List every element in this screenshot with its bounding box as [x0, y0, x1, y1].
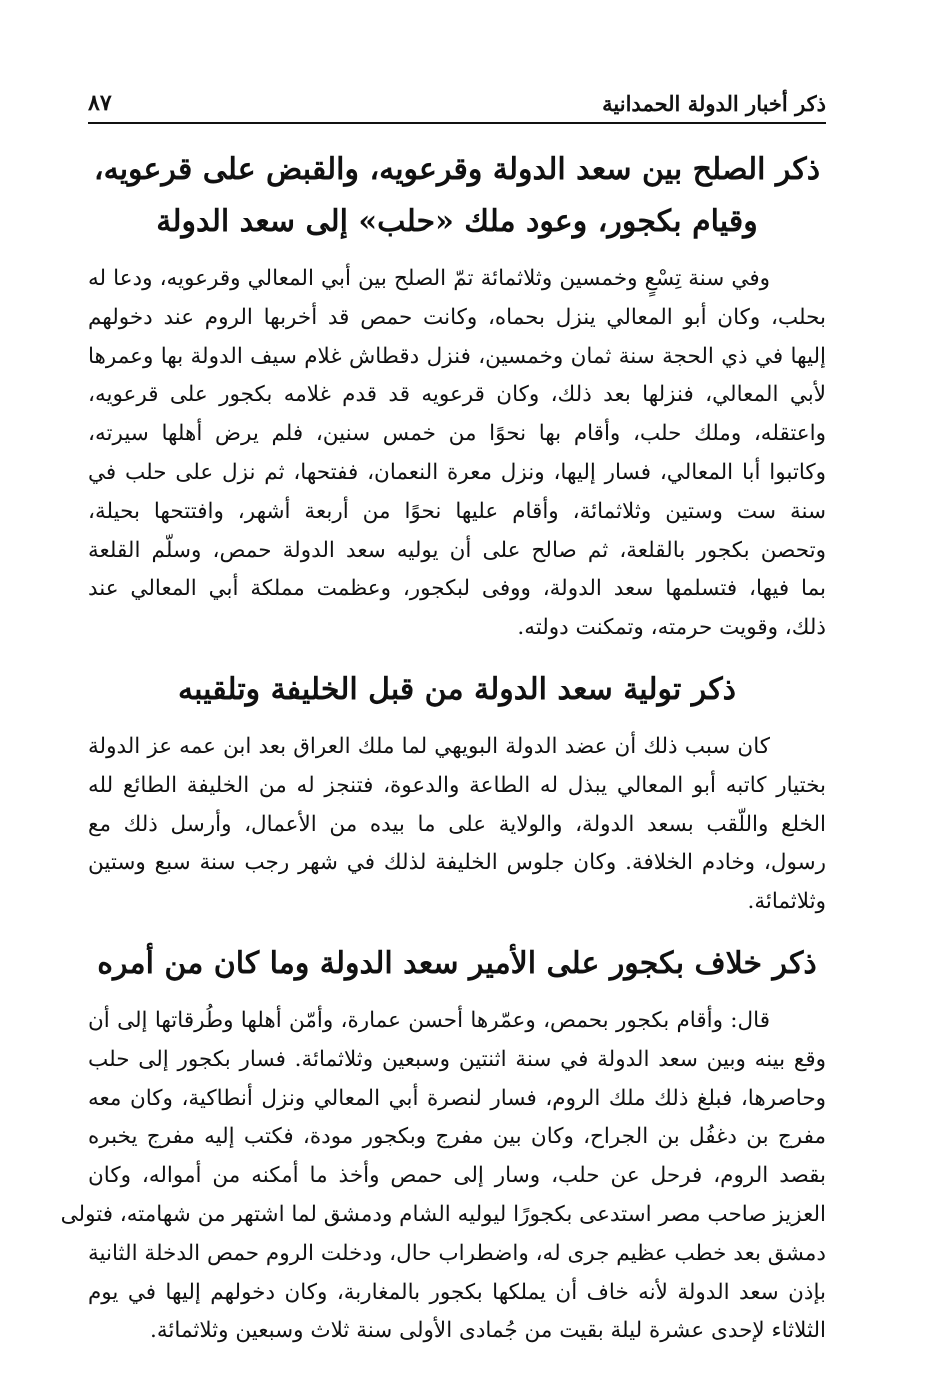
paragraph-line: وقع بينه وبين سعد الدولة في سنة اثنتين وسبعين وثلاثمائة. فسار بكجور إلى حلب [88, 1046, 826, 1072]
section-bakjur-dispute [60, 938, 826, 1351]
section-title [88, 144, 826, 248]
paragraph-line: مفرج بن دغفُل بن الجراح، وكان بين مفرج وبكجور مودة، فكتب إليه مفرج يخبره [88, 1124, 826, 1150]
paragraph-line: الثلاثاء لإحدى عشرة ليلة بقيت من جُمادى الأولى سنة ثلاث وسبعين وثلاثمائة. [150, 1318, 826, 1344]
section-title-line: ذكر تولية سعد الدولة من قبل الخليفة وتلقيبه [178, 671, 736, 707]
paragraph-line: وحاصرها، فبلغ ذلك ملك الروم، فسار لنصرة أبي المعالي ونزل أنطاكية، وكان معه [88, 1085, 826, 1111]
paragraph-line: رسول، وخادم الخلافة. وكان جلوس الخليفة لذلك في شهر رجب سنة سبع وستين [88, 850, 826, 876]
paragraph-line: بما فيها، فتسلمها سعد الدولة، ووفى لبكجور، وعظمت مملكة أبي المعالي عند [88, 576, 826, 602]
section-title-line: ذكر خلاف بكجور على الأمير سعد الدولة وما كان من أمره [97, 945, 817, 981]
paragraph-line: سنة ست وستين وثلاثمائة، وأقام عليها نحوًا من أربعة أشهر، وافتتحها بحيلة، [88, 498, 826, 524]
paragraph-line: وتحصن بكجور بالقلعة، ثم صالح على أن يوليه سعد الدولة حمص، وسلّم القلعة [88, 537, 826, 563]
section-peace-treaty [88, 144, 826, 648]
book-page [60, 78, 826, 1351]
paragraph-line: وكاتبوا أبا المعالي، فسار إليها، ونزل معرة النعمان، ففتحها، ثم نزل على حلب في [88, 459, 826, 485]
paragraph-line: كان سبب ذلك أن عضد الدولة البويهي لما ملك العراق بعد ابن عمه عز الدولة [88, 733, 770, 759]
paragraph-line: لأبي المعالي، فنزلها بعد ذلك، وكان قرعويه قد قدم غلامه بكجور على قرعويه، [88, 382, 826, 408]
paragraph-line: وفي سنة تِسْعٍ وخمسين وثلاثمائة تمّ الصلح بين أبي المعالي وقرعويه، ودعا له [88, 266, 770, 291]
paragraph-line: قال: وأقام بكجور بحمص، وعمّرها أحسن عمارة، وأمّن أهلها وطُرقاتها إلى أن [88, 1007, 770, 1033]
section-paragraph [60, 1002, 826, 1351]
paragraph-line: بختيار كاتبه أبو المعالي يبذل له الطاعة والدعوة، فتنجز له من الخليفة الطائع لله [88, 772, 826, 798]
paragraph-line: ذلك، وقويت حرمته، وتمكنت دولته. [517, 615, 826, 641]
section-title [88, 938, 826, 990]
paragraph-line: وثلاثمائة. [747, 889, 826, 915]
paragraph-line: الخلع واللّقب بسعد الدولة، والولاية على ما بيده من الأعمال، وأرسل ذلك مع [88, 811, 826, 837]
section-caliph-appointment [88, 664, 826, 922]
section-title-line: ذكر الصلح بين سعد الدولة وقرعويه، والقبض على قرعويه، [93, 152, 821, 187]
running-title: ذكر أخبار الدولة الحمدانية [602, 91, 826, 116]
paragraph-line: دمشق بعد خطب عظيم جرى له، واضطراب حال، ودخلت الروم حمص الدخلة الثانية [88, 1240, 826, 1266]
section-paragraph [88, 728, 826, 922]
page-number: ٨٧ [88, 90, 112, 116]
section-title-line: وقيام بكجور، وعود ملك «حلب» إلى سعد الدولة [156, 204, 758, 239]
paragraph-line: واعتقله، وملك حلب، وأقام بها نحوًا من خمس سنين، فلم يرض أهلها سيرته، [88, 421, 826, 447]
running-header [88, 78, 826, 124]
paragraph-line: بحلب، وكان أبو المعالي ينزل بحماه، وكانت حمص قد أخربها الروم عند دخولهم [88, 304, 826, 330]
section-title [88, 664, 826, 716]
section-paragraph [88, 260, 826, 648]
paragraph-line: العزيز صاحب مصر استدعى بكجورًا ليوليه الشام ودمشق لما اشتهر من شهامته، فتولى [60, 1201, 826, 1227]
paragraph-line: بقصد الروم، فرحل عن حلب، وسار إلى حمص وأخذ ما أمكنه من أمواله، وكان [88, 1163, 826, 1189]
paragraph-line: بإذن سعد الدولة لأنه خاف أن يملكها بكجور بالمغاربة، وكان دخولهم إليها في يوم [88, 1279, 826, 1305]
paragraph-line: إليها في ذي الحجة سنة ثمان وخمسين، فنزل دقطاش غلام سيف الدولة بها وعمرها [88, 343, 826, 369]
